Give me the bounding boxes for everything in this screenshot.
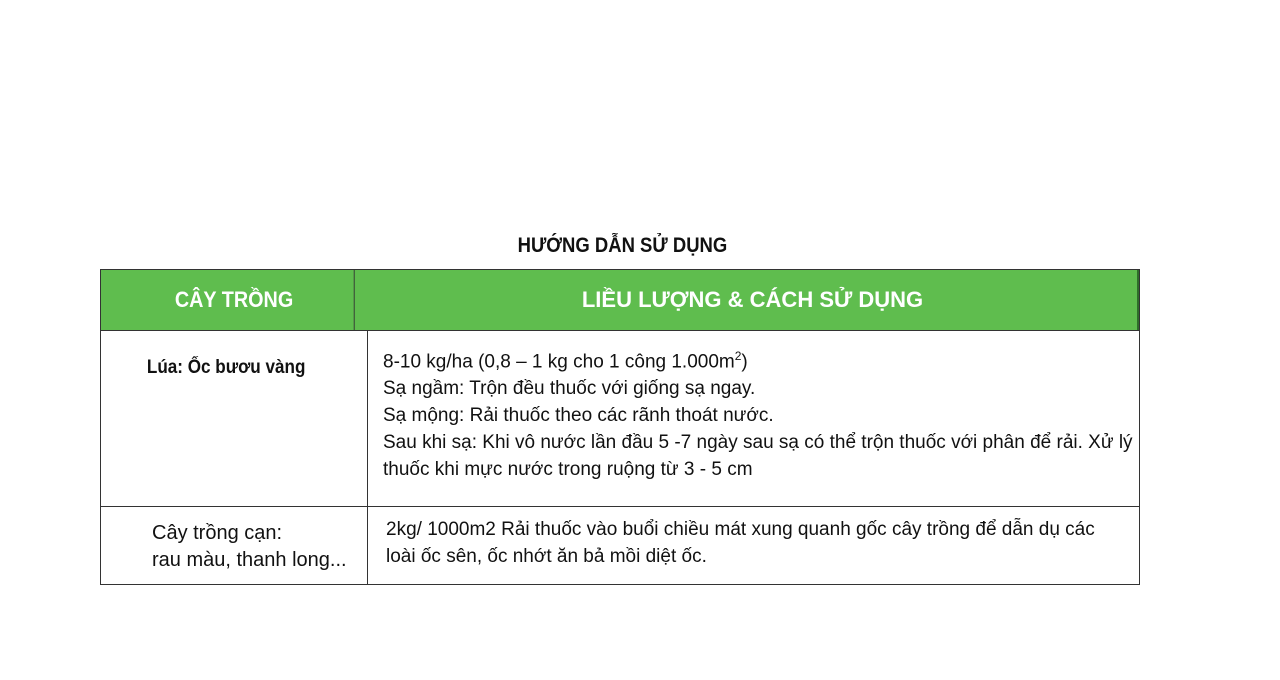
dosage-cell (368, 507, 1139, 584)
dosage-line: Sạ mộng: Rải thuốc theo các rãnh thoát nước. (383, 405, 774, 427)
crop-name: Lúa: Ốc bươu vàng (146, 357, 306, 378)
superscript: 2 (734, 349, 742, 363)
table-header (101, 270, 1139, 330)
crop-name: Cây trồng cạn: rau màu, thanh long... (152, 522, 347, 571)
dosage-cell (368, 331, 1139, 506)
dosage-lines (368, 507, 1139, 570)
header-crop: CÂY TRỒNG (114, 270, 354, 330)
dosage-line: 2kg/ 1000m2 Rải thuốc vào buổi chiều mát xung quanh gốc cây trồng để dẫn dụ các (386, 519, 1095, 540)
dosage-line: thuốc khi mực nước trong ruộng từ 3 - 5 cm (383, 459, 753, 481)
crop-cell (101, 507, 368, 584)
dosage-line: loài ốc sên, ốc nhớt ăn bả mồi diệt ốc. (386, 546, 707, 567)
dosage-line: 8-10 kg/ha (0,8 – 1 kg cho 1 công $1.000m^2$) (383, 349, 748, 373)
crop-cell (101, 331, 368, 506)
table-row (101, 506, 1139, 584)
usage-table (100, 269, 1140, 585)
dosage-line: Sau khi sạ: Khi vô nước lần đầu 5 -7 ngày sau sạ có thể trộn thuốc với phân để rải. Xử lý (383, 432, 1133, 454)
table-row (101, 330, 1139, 506)
header-dosage: LIỀU LƯỢNG & CÁCH SỬ DỤNG (581, 287, 924, 312)
dosage-lines (368, 331, 1139, 483)
dosage-line: Sạ ngầm: Trộn đều thuốc với giống sạ ngay. (383, 378, 756, 400)
page-title: HƯỚNG DẪN SỬ DỤNG (517, 234, 728, 257)
